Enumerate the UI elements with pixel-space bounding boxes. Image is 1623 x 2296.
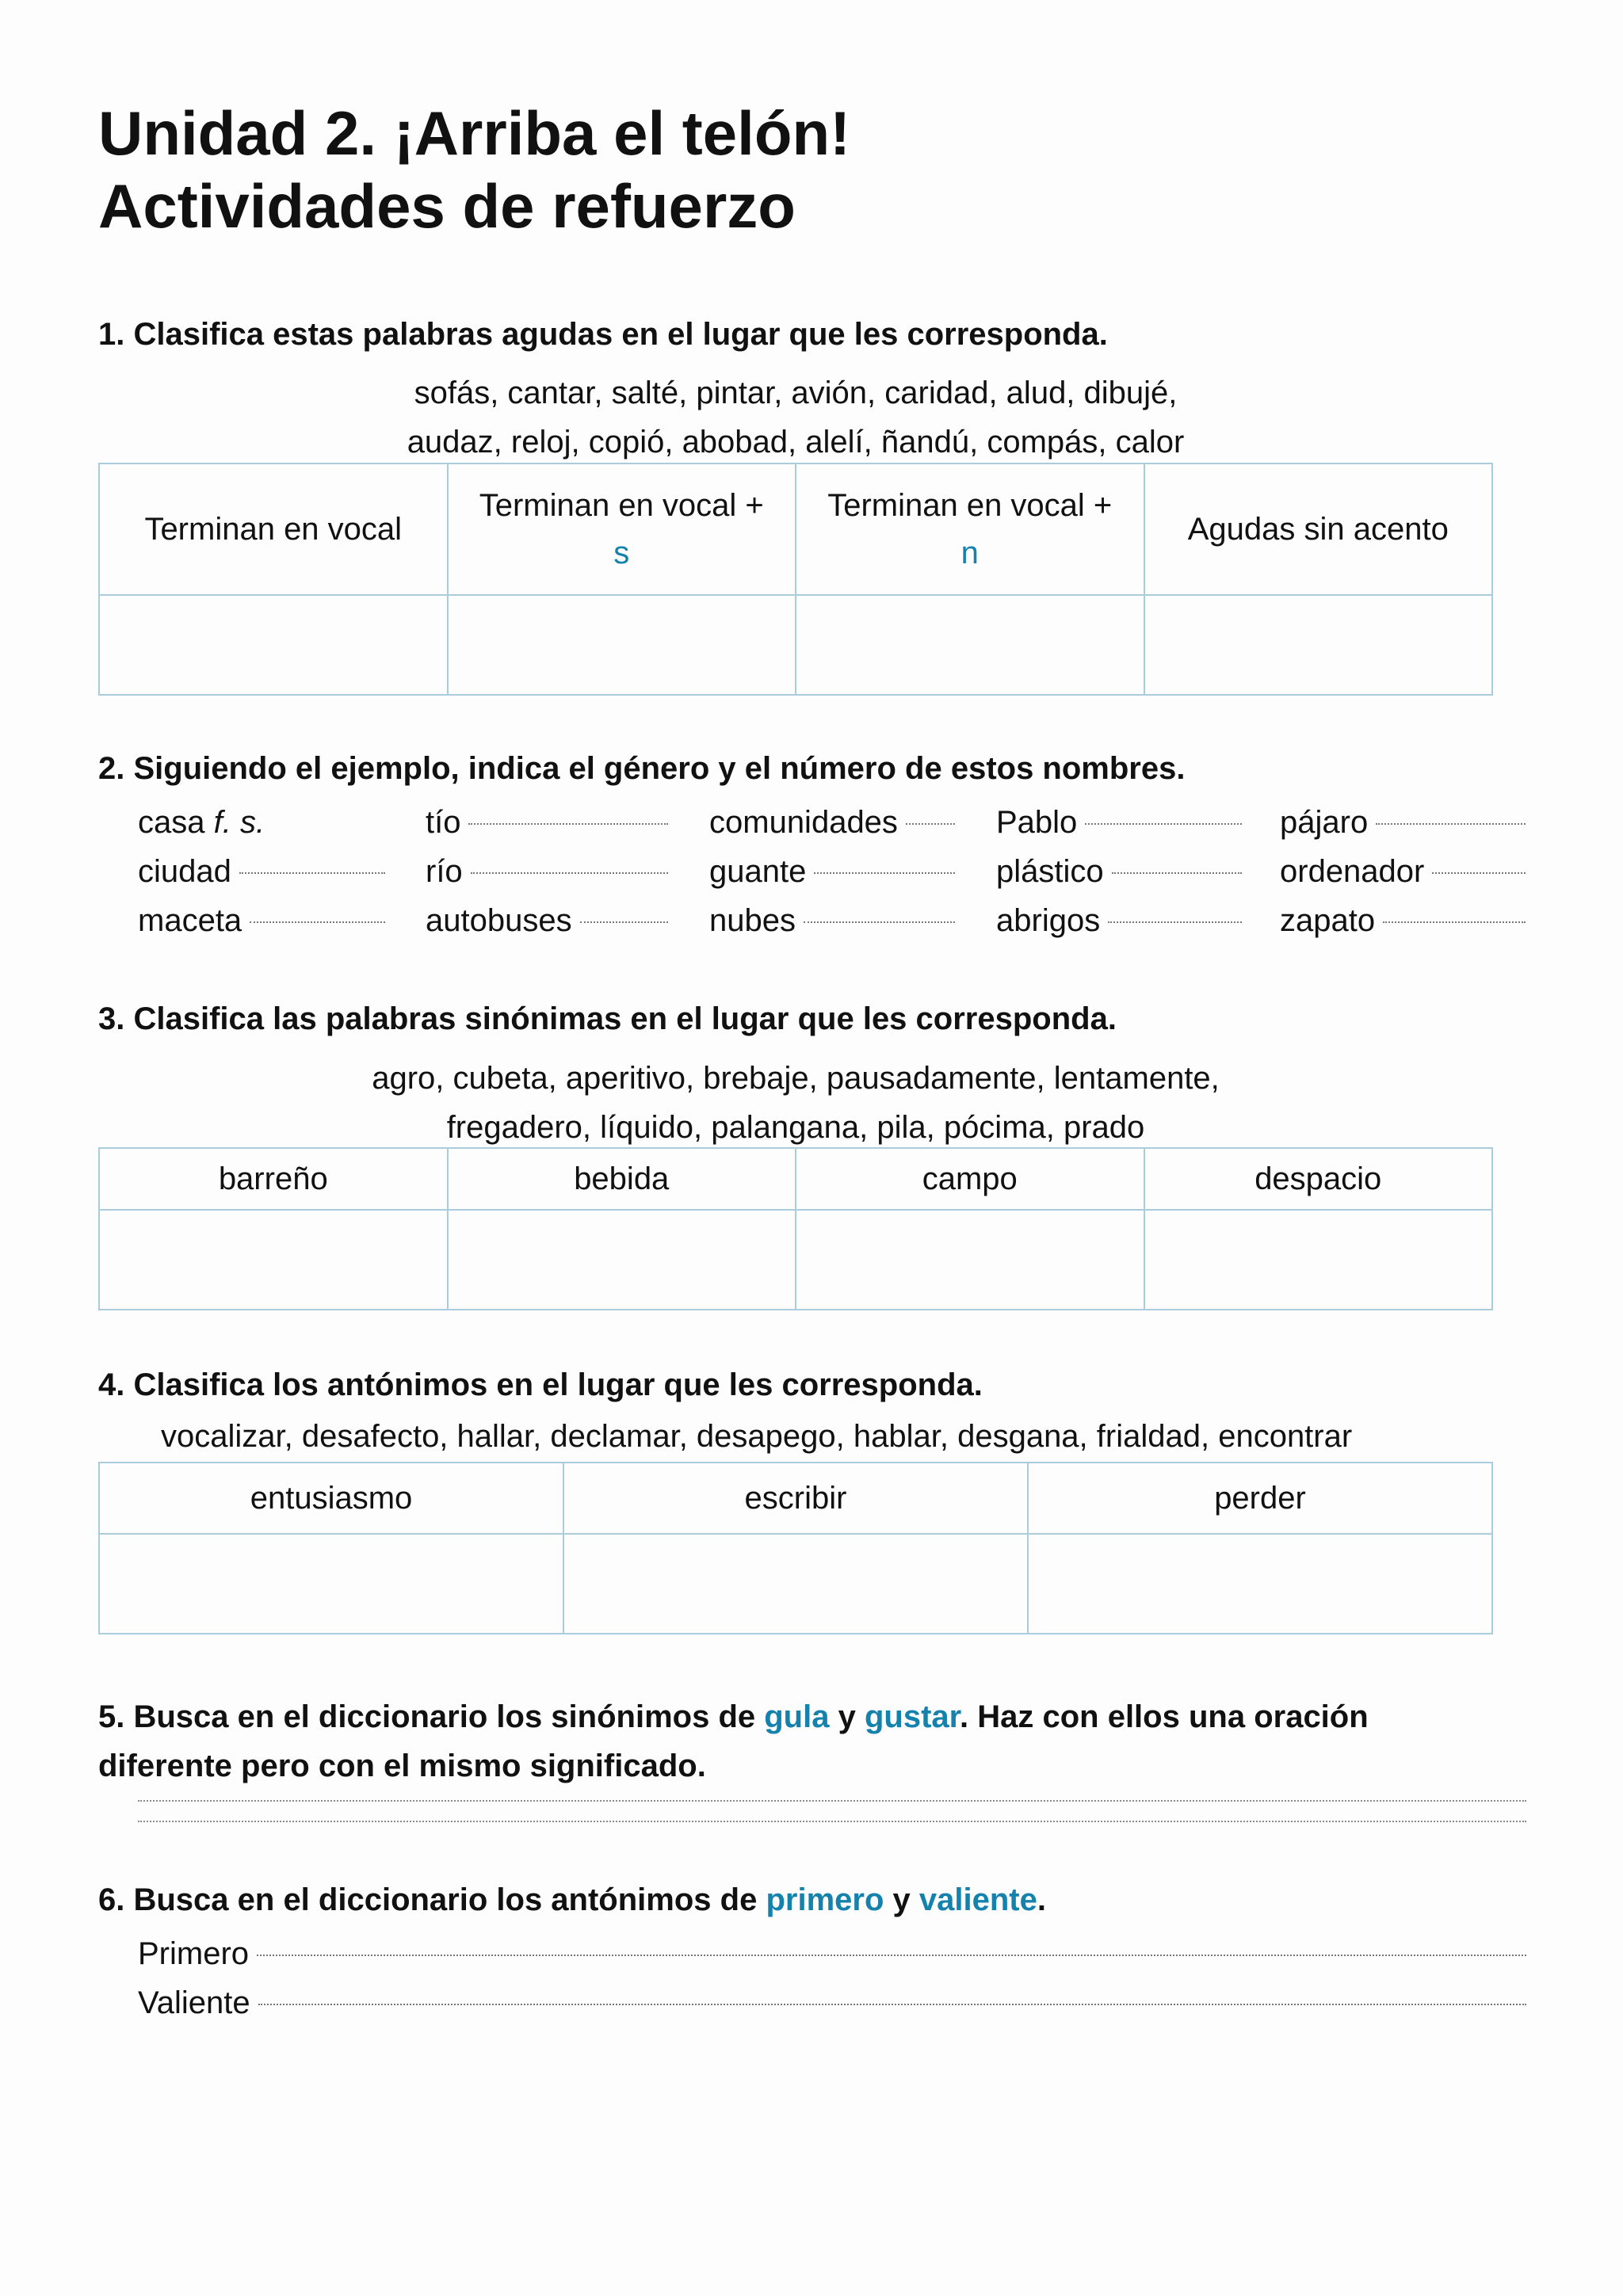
question-text: . Haz con ellos una oración [960,1699,1369,1734]
answer-cell[interactable] [1144,1210,1493,1310]
answer-line[interactable] [906,823,955,825]
answer-cell[interactable] [99,1210,448,1310]
word-bank-line: agro, cubeta, aperitivo, brebaje, pausadamente, lentamente, [372,1061,1220,1096]
activity-4-word-bank: vocalizar, desafecto, hallar, declamar, desapego, hablar, desgana, frialdad, encontrar [161,1419,1353,1454]
answer-line[interactable] [814,872,955,874]
question-text: y [884,1882,919,1917]
answer-cell[interactable] [1028,1534,1492,1634]
table-header-cell: perder [1028,1463,1492,1534]
table-header-cell [99,463,448,595]
word-bank-line: audaz, reloj, copió, abobad, alelí, ñandú, compás, calor [407,425,1185,460]
page-title-line2: Actividades de refuerzo [98,171,796,241]
noun-word: comunidades [709,805,898,840]
answer-cell[interactable] [448,1210,796,1310]
activity-2-question: 2. Siguiendo el ejemplo, indica el género y el número de estos nombres. [98,751,1186,786]
answer-cell[interactable] [563,1534,1028,1634]
table-header-cell [1144,463,1493,595]
table-header-cell: entusiasmo [99,1463,563,1534]
answer-cell[interactable] [99,595,448,695]
noun-item [1280,805,1526,841]
page-title-line1: Unidad 2. ¡Arriba el telón! [98,98,851,168]
question-text: diferente pero con el mismo significado. [98,1749,706,1783]
activity-6-question [98,1882,1046,1918]
noun-item [1280,854,1526,890]
answer-line[interactable] [1383,921,1526,923]
answer-line[interactable] [258,2004,1526,2005]
answer-line[interactable] [1376,823,1526,825]
noun-item [138,903,385,939]
noun-word: río [426,854,463,889]
activity-4-question: 4. Clasifica los antónimos en el lugar que les corresponda. [98,1367,983,1402]
noun-word: ciudad [138,854,231,889]
header-text: Terminan en vocal [144,512,403,547]
noun-item [709,854,955,890]
answer-label: Primero [138,1936,250,1971]
noun-word: zapato [1280,903,1376,938]
answer-line[interactable] [1432,872,1526,874]
answer-line[interactable] [138,1800,1526,1802]
highlight-word: gula [764,1699,830,1734]
answer-line[interactable] [138,1821,1526,1822]
noun-word: nubes [709,903,796,938]
noun-word: casa [138,805,205,840]
noun-word: tío [426,805,461,840]
noun-word: abrigos [996,903,1101,938]
noun-word: guante [709,854,807,889]
table-header-cell [796,463,1144,595]
header-text: Terminan en vocal + [827,488,1113,523]
highlight-word: primero [766,1882,884,1917]
noun-item [426,854,668,890]
noun-item [426,903,668,939]
answer-line[interactable] [1108,921,1242,923]
table-header-cell: campo [796,1148,1144,1210]
example-item [138,805,385,841]
noun-item [996,903,1242,939]
answer-line[interactable] [1085,823,1242,825]
noun-item [709,903,955,939]
activity-3-question: 3. Clasifica las palabras sinónimas en el lugar que les corresponda. [98,1001,1117,1036]
question-text: 5. Busca en el diccionario los sinónimos de [98,1699,765,1734]
table-header-cell [448,463,796,595]
word-bank-line: sofás, cantar, salté, pintar, avión, caridad, alud, dibujé, [414,376,1178,410]
primero-answer-row [138,1936,1526,1972]
activity-3-table [98,1147,1493,1310]
activity-1-word-bank [98,368,1493,467]
valiente-answer-row [138,1985,1526,2021]
answer-cell[interactable] [796,595,1144,695]
activity-1-question: 1. Clasifica estas palabras agudas en el lugar que les corresponda. [98,317,1108,352]
table-header-cell: bebida [448,1148,796,1210]
answer-line[interactable] [1112,872,1242,874]
answer-cell[interactable] [796,1210,1144,1310]
header-text: Agudas sin acento [1187,512,1449,547]
noun-word: autobuses [426,903,572,938]
noun-item [138,854,385,890]
activity-5-question [98,1692,1369,1791]
answer-line[interactable] [468,823,668,825]
table-header-cell: despacio [1144,1148,1493,1210]
highlight-word: valiente [918,1882,1037,1917]
answer-line[interactable] [580,921,668,923]
question-text: y [829,1699,865,1734]
noun-item [1280,903,1526,939]
answer-cell[interactable] [448,595,796,695]
answer-cell[interactable] [1144,595,1493,695]
answer-line[interactable] [257,1955,1526,1956]
noun-word: plástico [996,854,1104,889]
header-accent-letter: s [613,536,630,570]
noun-word: maceta [138,903,242,938]
answer-label: Valiente [138,1985,250,2020]
noun-item [996,854,1242,890]
answer-line[interactable] [471,872,668,874]
noun-item [426,805,668,841]
answer-line[interactable] [250,921,385,923]
activity-3-word-bank [98,1054,1493,1152]
noun-word: ordenador [1280,854,1425,889]
question-text: 6. Busca en el diccionario los antónimos de [98,1882,766,1917]
question-text: . [1037,1882,1046,1917]
table-header-cell: escribir [563,1463,1028,1534]
noun-word: pájaro [1280,805,1369,840]
page-title [98,97,850,242]
noun-item [709,805,955,841]
noun-word: Pablo [996,805,1078,840]
activity-4-table [98,1462,1493,1634]
answer-cell[interactable] [99,1534,563,1634]
header-text: Terminan en vocal + [479,488,764,523]
word-bank-line: fregadero, líquido, palangana, pila, pócima, prado [446,1110,1145,1145]
header-accent-letter: n [960,536,979,570]
answer-line[interactable] [239,872,385,874]
table-header-cell: barreño [99,1148,448,1210]
highlight-word: gustar [864,1699,960,1734]
noun-item [996,805,1242,841]
example-answer: f. s. [213,805,265,840]
answer-line[interactable] [804,921,955,923]
activity-1-table [98,463,1493,696]
